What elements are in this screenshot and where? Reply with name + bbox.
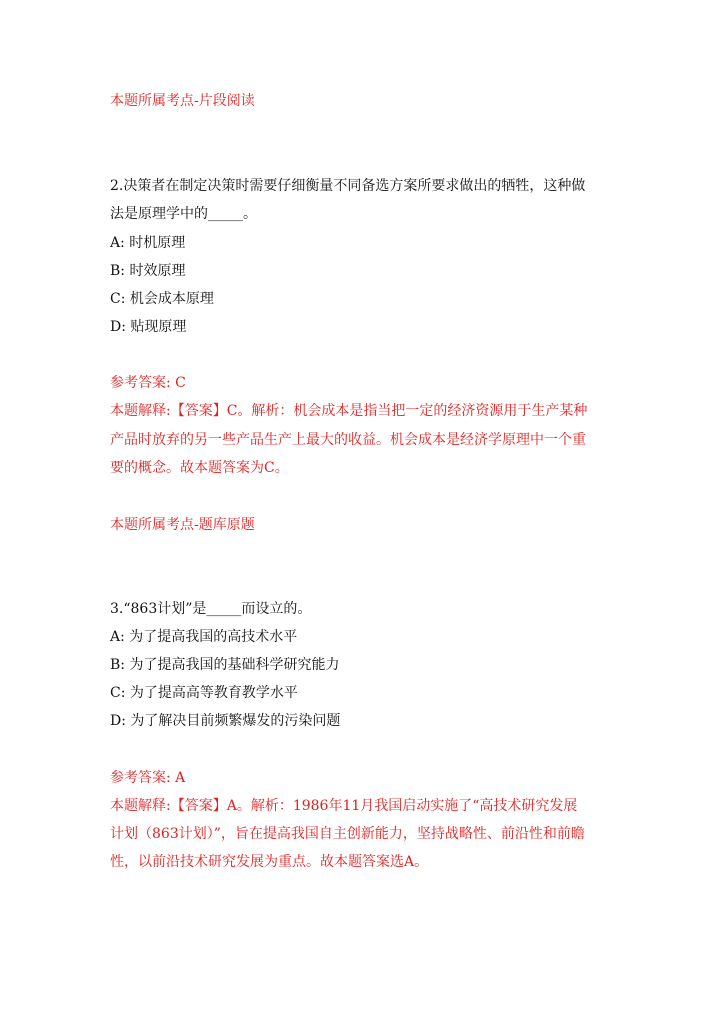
question-3-explanation-line1: 本题解释:【答案】A。解析：1986年11月我国启动实施了“高技术研究发展 xyxy=(110,798,578,814)
question-2-answer: 参考答案: C xyxy=(110,375,186,391)
question-2-stem-line1: 2.决策者在制定决策时需要仔细衡量不同备选方案所要求做出的牺牲，这种做 xyxy=(110,178,586,194)
question-2-option-c: C: 机会成本原理 xyxy=(110,291,214,307)
question-2-stem-line2: 法是原理学中的_____。 xyxy=(110,206,257,222)
topic-point-question2: 本题所属考点-题库原题 xyxy=(110,517,255,533)
question-3-stem-line1: 3.“863计划”是_____而设立的。 xyxy=(110,601,312,617)
question-2-explanation-line1: 本题解释:【答案】C。解析：机会成本是指当把一定的经济资源用于生产某种 xyxy=(110,403,588,419)
question-2-option-b: B: 时效原理 xyxy=(110,263,186,279)
question-3-option-a: A: 为了提高我国的高技术水平 xyxy=(110,629,298,645)
topic-point-section1: 本题所属考点-片段阅读 xyxy=(110,93,255,109)
question-2-option-a: A: 时机原理 xyxy=(110,235,186,251)
question-3-explanation-line3: 性，以前沿技术研究发展为重点。故本题答案选A。 xyxy=(110,854,429,870)
question-3-answer: 参考答案: A xyxy=(110,770,186,786)
question-2-option-d: D: 贴现原理 xyxy=(110,319,187,335)
question-3-option-d: D: 为了解决目前频繁爆发的污染问题 xyxy=(110,713,341,729)
question-2-explanation-line2: 产品时放弃的另一些产品生产上最大的收益。机会成本是经济学原理中一个重 xyxy=(110,432,586,448)
question-2-explanation-line3: 要的概念。故本题答案为C。 xyxy=(110,460,289,476)
question-3-option-c: C: 为了提高高等教育教学水平 xyxy=(110,685,298,701)
question-3-option-b: B: 为了提高我国的基础科学研究能力 xyxy=(110,657,340,673)
question-3-explanation-line2: 计划（863计划）”，旨在提高我国自主创新能力，坚持战略性、前沿性和前瞻 xyxy=(110,826,585,842)
